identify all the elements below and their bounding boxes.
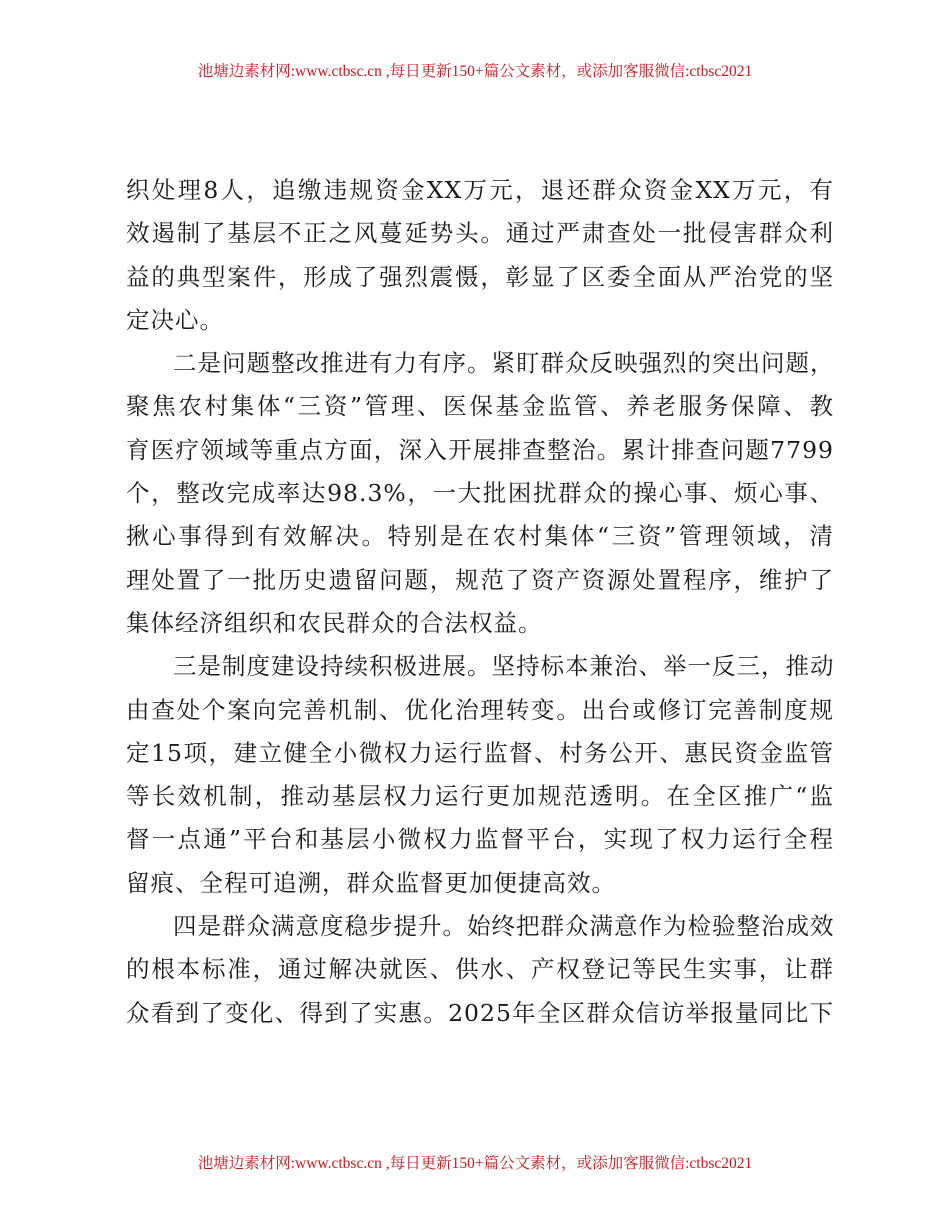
text-line: 益的典型案件，形成了强烈震慑，彰显了区委全面从严治党的坚 [126, 262, 834, 291]
text-line: 留痕、全程可追溯，群众监督更加便捷高效。 [126, 868, 616, 897]
header-watermark-banner[interactable]: 池塘边素材网:www.ctbsc.cn ,每日更新150+篇公文素材，或添加客服微信:ctbsc2021 [197, 63, 753, 80]
text-line: 的根本标准，通过解决就医、供水、产权登记等民生实事，让群 [126, 955, 834, 984]
paragraph-1 [126, 169, 834, 342]
text-line: 育医疗领域等重点方面，深入开展排查整治。累计排查问题7799 [126, 435, 834, 464]
text-line: 集体经济组织和农民群众的合法权益。 [126, 608, 543, 637]
text-line: 三是制度建设持续积极进展。坚持标本兼治、举一反三，推动 [173, 652, 835, 681]
paragraph-2 [126, 342, 834, 645]
footer-watermark-banner[interactable]: 池塘边素材网:www.ctbsc.cn ,每日更新150+篇公文素材，或添加客服微信:ctbsc2021 [197, 1155, 753, 1172]
text-line: 定15项，建立健全小微权力运行监督、村务公开、惠民资金监管 [126, 738, 834, 767]
text-line: 理处置了一批历史遗留问题，规范了资产资源处置程序，维护了 [126, 565, 834, 594]
text-line: 揪心事得到有效解决。特别是在农村集体“三资”管理领域，清 [126, 522, 834, 551]
text-line: 等长效机制，推动基层权力运行更加规范透明。在全区推广“监 [126, 782, 834, 811]
text-line: 个，整改完成率达98.3%，一大批困扰群众的操心事、烦心事、 [126, 479, 834, 508]
paragraph-4 [126, 905, 834, 1035]
paragraph-3 [126, 645, 834, 905]
text-line: 四是群众满意度稳步提升。始终把群众满意作为检验整治成效 [173, 912, 835, 941]
text-line: 督一点通”平台和基层小微权力监督平台，实现了权力运行全程 [126, 825, 834, 854]
text-line: 由查处个案向完善机制、优化治理转变。出台或修订完善制度规 [126, 695, 834, 724]
text-line: 聚焦农村集体“三资”管理、医保基金监管、养老服务保障、教 [126, 392, 834, 421]
text-line: 定决心。 [126, 305, 224, 334]
text-line: 众看到了变化、得到了实惠。2025年全区群众信访举报量同比下 [126, 998, 834, 1027]
document-body [126, 169, 834, 1035]
text-line: 效遏制了基层不正之风蔓延势头。通过严肃查处一批侵害群众利 [126, 219, 834, 248]
text-line: 织处理8人，追缴违规资金XX万元，退还群众资金XX万元，有 [126, 176, 834, 204]
text-line: 二是问题整改推进有力有序。紧盯群众反映强烈的突出问题， [173, 349, 835, 378]
